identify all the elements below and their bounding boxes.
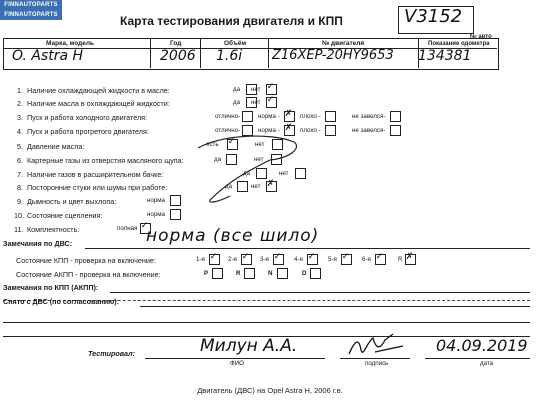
item-7-number: 7. [17,170,23,179]
item-11-number: 11. [14,225,24,234]
item-4-no-start-checkbox[interactable] [390,125,401,136]
item-8-label: Посторонние стуки или шумы при работе: [27,183,168,192]
item-3-check-mark: ✗ [284,109,293,119]
item-4-bad-checkbox[interactable] [325,125,336,136]
akpp-gear-p-checkbox[interactable] [212,268,223,279]
item-8-check-mark: ✗ [266,179,275,189]
date-line [425,358,530,359]
item-6-label: Картерные газы из отверстия масляного щупа: [27,156,184,165]
item-1-number: 1. [17,86,23,95]
item-7-opt-yes: да [243,170,251,177]
handwriting-scribble [190,130,310,210]
kpp-gear-1-mark: ✓ [209,252,218,262]
item-3-label: Пуск и работа холодного двигателя: [27,113,148,122]
item-4-number: 4. [17,127,23,136]
item-10-label: Состояние сцепления: [27,211,103,220]
kpp-gear-5-label: 5-я [328,256,337,263]
kpp-gear-r-label: R [398,256,403,263]
item-11-label: Комплектность: [27,225,80,234]
item-4-opt-normal: норма - [258,127,280,134]
item-3-excellent-checkbox[interactable] [242,111,253,122]
tested-label: Тестировал: [88,349,135,358]
header-col-make-model: Марка, модель [46,40,95,47]
item-5-opt-yes: есть [206,141,219,148]
fio-value: Милун А.А. [200,336,298,356]
remarks-dvs-label: Замечания по ДВС: [3,239,73,248]
fio-label: ФИО [230,360,244,367]
item-1-opt-no: нет [251,86,261,93]
kpp-gear-6-mark: ✓ [375,252,384,262]
item-3-opt-no-start: не завелся- [352,113,386,120]
item-6-opt-no: нет [254,156,264,163]
kpp-gear-4-label: 4-я [294,256,303,263]
item-3-opt-bad: плохо - [300,113,321,120]
item-8-number: 8. [17,183,23,192]
akpp-gear-n-label: N [268,270,273,277]
item-5-opt-no: нет [255,141,265,148]
header-col-odometer: Показание одометра [428,41,490,47]
kpp-gear-r-mark: ✗ [405,252,414,262]
watermark-line-1: FINNAUTOPARTS [4,2,58,8]
signature-mark [345,330,405,360]
akpp-gear-p-label: P [204,270,209,277]
akpp-gear-d-label: D [302,270,307,277]
item-8-opt-yes: да [225,183,233,190]
remarks-dvs-line [85,248,530,249]
item-5-number: 5. [17,142,23,151]
item-3-opt-normal: норма - [258,113,280,120]
item-9-number: 9. [17,197,23,206]
header-col-volume: Объём [224,40,247,47]
signature-label: подпись [365,360,389,367]
item-4-label: Пуск и работа прогретого двигателя: [27,127,149,136]
item-1-label: Наличие охлаждающей жидкости в масле: [27,86,170,95]
item-7-label: Наличие газов в расширительном бачке: [27,170,164,179]
item-10-number: 10. [14,211,24,220]
kpp-gear-6-label: 6-я [362,256,371,263]
item-11-check-mark: ✓ [140,221,149,231]
item-2-opt-yes: да [233,99,241,106]
item-1-opt-yes: да [233,86,241,93]
item-2-number: 2. [17,99,23,108]
akpp-gear-r-label: R [236,270,241,277]
kpp-gear-3-mark: ✓ [273,252,282,262]
item-9-opt-normal: норма [147,197,165,204]
photo-caption: Двигатель (ДВС) на Opel Astra H, 2006 г.в. [197,386,343,395]
akpp-gear-r-checkbox[interactable] [244,268,255,279]
header-col-sep [200,38,201,68]
item-5-label: Давление масла: [27,142,85,151]
item-3-bad-checkbox[interactable] [325,111,336,122]
item-5-check-mark: ✓ [227,137,236,147]
kpp-gear-2-mark: ✓ [241,252,250,262]
remarks-kpp-label: Замечания по КПП (АКПП): [3,283,99,292]
item-4-opt-bad: плохо - [300,127,321,134]
removed-line [140,306,530,307]
removed-line-2 [3,322,530,323]
item-2-label: Наличие масла в охлаждающей жидкости: [27,99,170,108]
item-10-normal-checkbox[interactable] [170,209,181,220]
value-engine-no: Z16XEP-20HY9653 [272,48,394,63]
kpp-gear-1-label: 1-я [196,256,205,263]
header-col-year: Год [170,40,182,47]
item-3-no-start-checkbox[interactable] [390,111,401,122]
kpp-gear-5-mark: ✓ [341,252,350,262]
item-4-check-mark: ✗ [284,123,293,133]
item-6-opt-yes: да [214,156,222,163]
akpp-label: Состояние АКПП - проверка на включение: [16,270,161,279]
item-9-label: Дымность и цвет выхлопа: [27,197,117,206]
kpp-gear-4-mark: ✓ [307,252,316,262]
value-volume: 1.6i [216,48,243,64]
kpp-label: Состояние КПП - проверка на включение: [16,256,156,265]
card-number: V3152 [404,6,463,27]
akpp-gear-n-checkbox[interactable] [277,268,288,279]
value-make-model: O. Astra H [12,48,84,64]
fio-line [145,358,325,359]
header-col-sep [150,38,151,68]
akpp-gear-d-checkbox[interactable] [310,268,321,279]
page-title: Карта тестирования двигателя и КПП [120,14,343,28]
header-col-no-auto: № авто [470,34,492,40]
header-col-sep [268,38,269,68]
item-11-opt-complete: полная [117,225,138,232]
item-1-check-mark: ✓ [266,82,275,92]
item-7-opt-no: нет [279,170,289,177]
item-10-opt-normal: норма [147,211,165,218]
item-4-opt-no-start: не завелся- [352,127,386,134]
item-2-opt-no: нет [251,99,261,106]
date-value: 04.09.2019 [436,336,528,355]
kpp-gear-3-label: 3-я [260,256,269,263]
item-2-check-mark: ✓ [266,95,275,105]
item-8-opt-no: нет [251,183,261,190]
remarks-kpp-line [110,292,530,293]
item-4-opt-excellent: отлично- [215,127,241,134]
value-odometer: 134381 [418,48,472,64]
item-3-number: 3. [17,113,23,122]
value-year: 2006 [160,48,196,64]
remarks-dvs-value: норма (все шило) [146,226,320,246]
item-3-opt-excellent: отлично- [215,113,241,120]
item-9-normal-checkbox[interactable] [170,195,181,206]
watermark-line-2: FINNAUTOPARTS [4,12,58,18]
watermark-logo [0,0,62,20]
kpp-gear-2-label: 2-я [228,256,237,263]
header-col-engine-no: № двигателя [322,40,365,47]
date-label: дата [480,360,494,367]
item-6-number: 6. [17,156,23,165]
removed-label: Снято с ДВС (по согласованию): [3,297,120,306]
